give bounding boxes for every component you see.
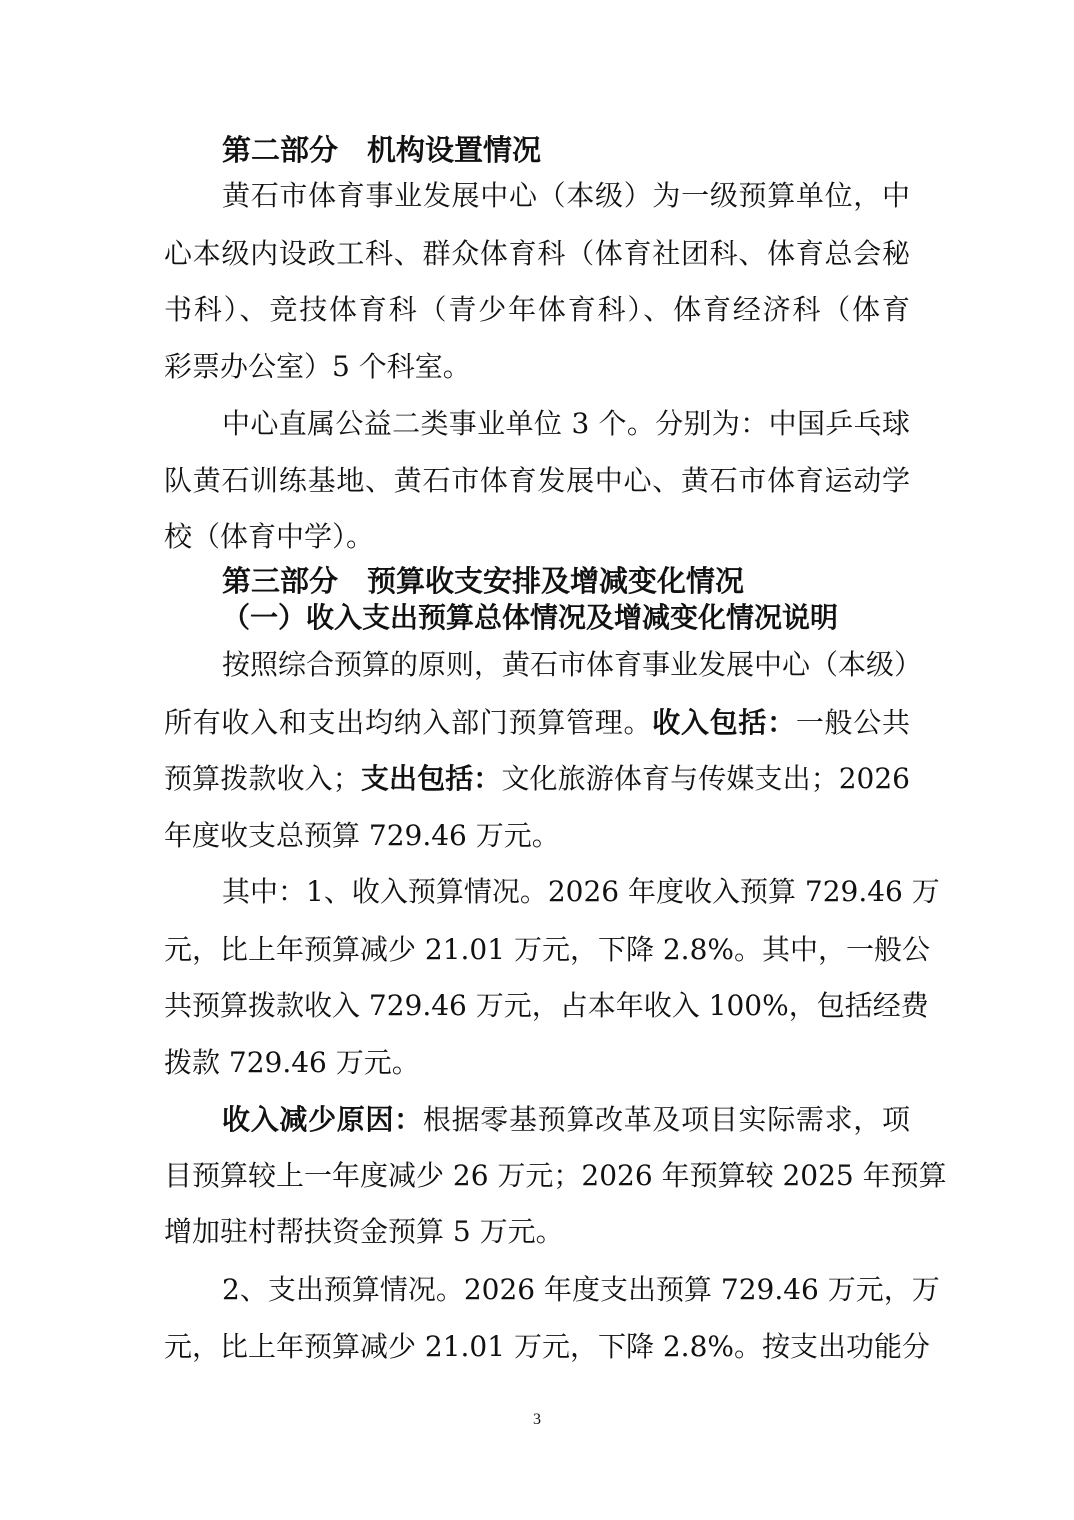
text-run: 文化旅游体育与传媒支出；2026 [501, 762, 910, 795]
paragraph-expense-line-2: 元，比上年预算减少 21.01 万元，下降 2.8%。按支出功能分 [164, 1330, 930, 1363]
text-run: 一般公共 [795, 706, 910, 739]
paragraph-org-line-3: 书科）、竞技体育科（青少年体育科）、体育经济科（体育 [164, 293, 910, 326]
paragraph-org-line-2: 心本级内设政工科、群众体育科（体育社团科、体育总会秘 [164, 237, 910, 270]
paragraph-budget-line-4: 年度收支总预算 729.46 万元。 [164, 819, 560, 852]
paragraph-decrease-line-1 [222, 1098, 910, 1142]
section-heading-2: 第二部分 机构设置情况 [222, 133, 542, 167]
paragraph-org-line-4: 彩票办公室）5 个科室。 [164, 350, 471, 383]
bold-label-income: 收入包括： [652, 706, 796, 739]
paragraph-units-line-1: 中心直属公益二类事业单位 3 个。分别为：中国乒乓球 [222, 407, 910, 440]
paragraph-income-line-2: 元，比上年预算减少 21.01 万元，下降 2.8%。其中，一般公 [164, 933, 930, 966]
paragraph-units-line-3: 校（体育中学）。 [164, 520, 375, 553]
paragraph-budget-line-2 [164, 701, 910, 745]
paragraph-decrease-line-2: 目预算较上一年度减少 26 万元；2026 年预算较 2025 年预算 [164, 1159, 947, 1192]
paragraph-budget-line-3 [164, 757, 910, 801]
section-heading-3: 第三部分 预算收支安排及增减变化情况 [222, 564, 745, 598]
paragraph-income-line-4: 拨款 729.46 万元。 [164, 1046, 420, 1079]
text-run: 根据零基预算改革及项目实际需求，项 [422, 1103, 910, 1136]
page-number: 3 [533, 1411, 541, 1428]
bold-label-expense: 支出包括： [360, 762, 502, 795]
subheading-1: （一）收入支出预算总体情况及增减变化情况说明 [222, 601, 839, 634]
paragraph-decrease-line-3: 增加驻村帮扶资金预算 5 万元。 [164, 1215, 564, 1248]
text-run: 所有收入和支出均纳入部门预算管理。 [164, 706, 653, 739]
paragraph-units-line-2: 队黄石训练基地、黄石市体育发展中心、黄石市体育运动学 [164, 464, 910, 497]
paragraph-budget-line-1: 按照综合预算的原则，黄石市体育事业发展中心（本级） [222, 648, 923, 681]
paragraph-org-line-1: 黄石市体育事业发展中心（本级）为一级预算单位，中 [222, 179, 910, 212]
paragraph-expense-line-1: 2、支出预算情况。2026 年度支出预算 729.46 万元，万 [222, 1273, 940, 1306]
bold-label-decrease-reason: 收入减少原因： [222, 1103, 423, 1136]
paragraph-income-line-1: 其中：1、收入预算情况。2026 年度收入预算 729.46 万 [222, 875, 940, 908]
paragraph-income-line-3: 共预算拨款收入 729.46 万元，占本年收入 100%，包括经费 [164, 989, 929, 1022]
text-run: 预算拨款收入； [164, 762, 361, 795]
